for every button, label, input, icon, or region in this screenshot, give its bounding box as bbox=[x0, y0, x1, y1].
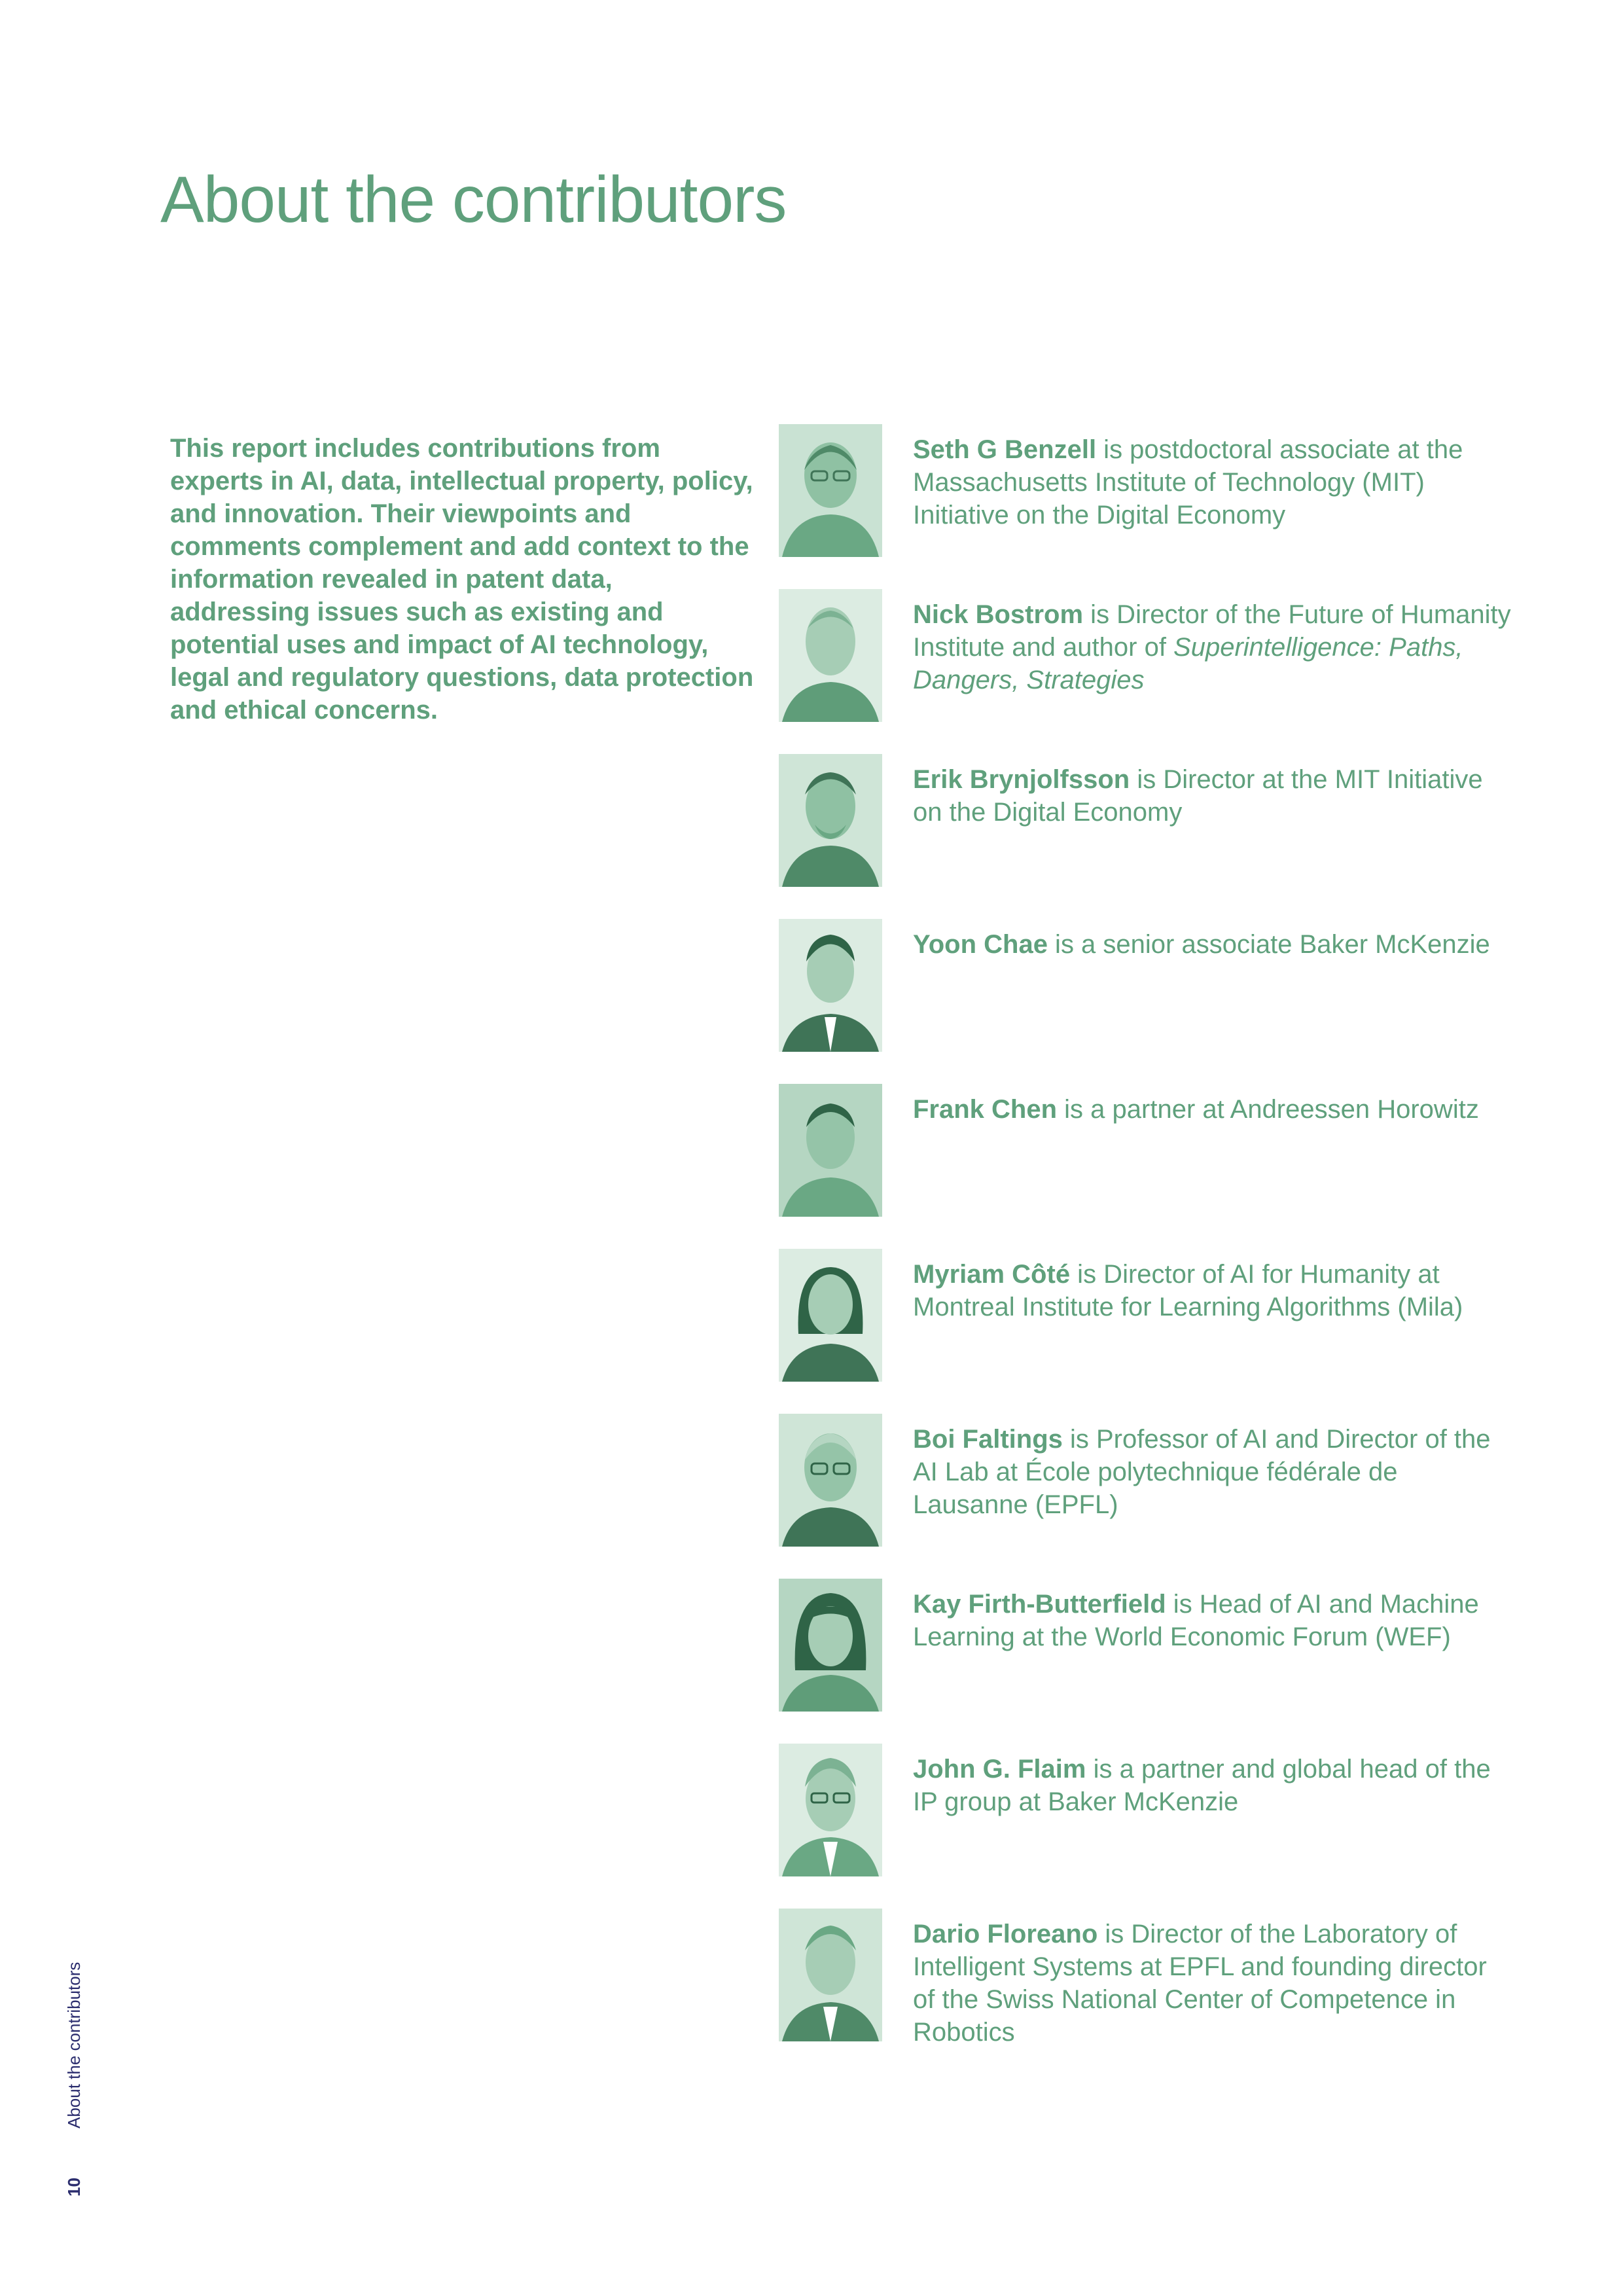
portrait-photo bbox=[779, 589, 882, 722]
contributor-description: is Director of the Future of Humanity Institute and author of bbox=[913, 600, 1511, 662]
contributor-description: is Director at the MIT Initiative on the Digital Economy bbox=[913, 765, 1483, 827]
contributor-description: is Head of AI and Machine Learning at the World Economic Forum (WEF) bbox=[913, 1590, 1479, 1651]
contributor-name: Erik Brynjolfsson bbox=[913, 765, 1130, 794]
section-label-text: About the contributors bbox=[64, 1962, 84, 2128]
contributor-bio bbox=[913, 1753, 1515, 1818]
portrait-photo bbox=[779, 1249, 882, 1382]
contributor-name: Myriam Côté bbox=[913, 1260, 1071, 1289]
intro-paragraph: This report includes contributions from experts in AI, data, intellectual property, policy, and innovation. Their viewpoints and comments complement and add context to the information revealed in patent data, addressing issues such as existing and potential uses and impact of AI technology, legal and regulatory questions, data protection and ethical concerns. bbox=[170, 434, 754, 725]
contributor-name: Seth G Benzell bbox=[913, 435, 1097, 464]
contributor-name: Yoon Chae bbox=[913, 930, 1048, 959]
contributor-item bbox=[779, 1414, 1518, 1551]
contributor-item bbox=[779, 424, 1518, 562]
contributor-bio bbox=[913, 1423, 1515, 1521]
contributor-item bbox=[779, 1579, 1518, 1716]
page-number bbox=[64, 2173, 84, 2199]
contributor-bio bbox=[913, 598, 1515, 696]
section-side-label bbox=[64, 1937, 84, 2199]
portrait-photo bbox=[779, 1909, 882, 2041]
contributor-item bbox=[779, 1909, 1518, 2046]
contributor-name: John G. Flaim bbox=[913, 1755, 1086, 1784]
contributor-bio bbox=[913, 1258, 1515, 1323]
contributor-description: is Director of AI for Humanity at Montreal Institute for Learning Algorithms (Mila) bbox=[913, 1260, 1463, 1321]
contributor-name: Frank Chen bbox=[913, 1095, 1058, 1124]
contributor-description: is a partner at Andreessen Horowitz bbox=[1057, 1095, 1479, 1124]
contributor-name: Nick Bostrom bbox=[913, 600, 1084, 629]
portrait-photo bbox=[779, 424, 882, 557]
portrait-photo bbox=[779, 754, 882, 887]
contributor-bio bbox=[913, 928, 1515, 961]
contributor-name: Kay Firth-Butterfield bbox=[913, 1590, 1166, 1619]
contributor-name: Boi Faltings bbox=[913, 1425, 1063, 1454]
contributor-item bbox=[779, 1744, 1518, 1881]
portrait-photo bbox=[779, 1414, 882, 1547]
contributor-description: is postdoctoral associate at the Massachusetts Institute of Technology (MIT) Initiative on the Digital Economy bbox=[913, 435, 1463, 529]
contributor-item bbox=[779, 919, 1518, 1056]
contributor-bio bbox=[913, 1588, 1515, 1653]
contributor-item bbox=[779, 1084, 1518, 1221]
contributor-description: is Director of the Laboratory of Intelligent Systems at EPFL and founding director of the Swiss National Center of Competence in Robotics bbox=[913, 1920, 1487, 2047]
contributor-bio bbox=[913, 433, 1515, 531]
page-title: About the contributors bbox=[160, 163, 787, 236]
contributor-bio bbox=[913, 1093, 1515, 1126]
contributor-item bbox=[779, 1249, 1518, 1386]
contributor-item bbox=[779, 754, 1518, 891]
contributor-description: is a partner and global head of the IP group at Baker McKenzie bbox=[913, 1755, 1491, 1816]
page-number-text: 10 bbox=[64, 2178, 84, 2197]
book-title: Superintelligence: Paths, Dangers, Strategies bbox=[913, 633, 1463, 694]
portrait-photo bbox=[779, 1744, 882, 1876]
contributor-description: is a senior associate Baker McKenzie bbox=[1047, 930, 1490, 959]
contributor-bio bbox=[913, 1918, 1515, 2049]
contributor-name: Dario Floreano bbox=[913, 1920, 1098, 1948]
contributor-item bbox=[779, 589, 1518, 726]
portrait-photo bbox=[779, 919, 882, 1052]
portrait-photo bbox=[779, 1579, 882, 1712]
contributor-bio bbox=[913, 763, 1515, 829]
contributor-description: is Professor of AI and Director of the AI Lab at École polytechnique fédérale de Lausanne (EPFL) bbox=[913, 1425, 1491, 1519]
portrait-photo bbox=[779, 1084, 882, 1217]
